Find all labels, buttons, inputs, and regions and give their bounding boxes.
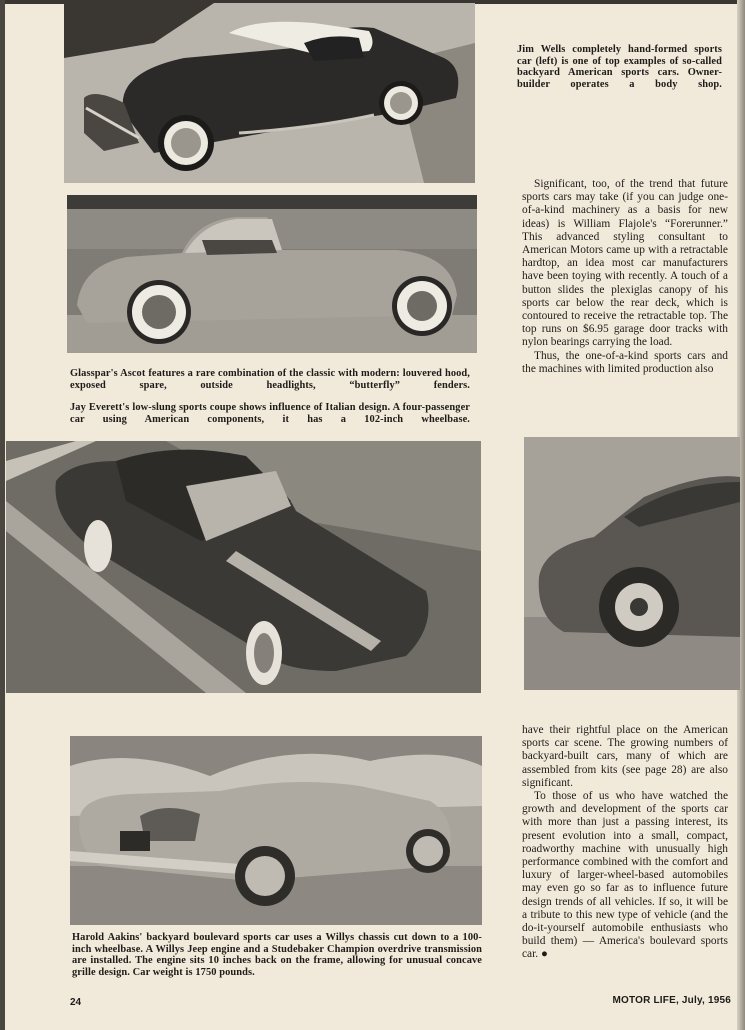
photo-glasspar-ascot — [67, 195, 477, 353]
magazine-footer: MOTOR LIFE, July, 1956 — [612, 995, 731, 1006]
photo-jay-everett-coupe — [6, 441, 481, 693]
article-paragraph: To those of us who have watched the growth and development of the sports car with more than just a passing interest, its present evolution into a small, compact, roadworthy machine with unusually high performance combined with the comfort and luxury of larger-wheel-based automobiles may even go so far as to influence future design trends of all vehicles. If so, it will be a tribute to this new type of vehicle (and the do-it-yourself automobile enthusiasts who build them) — America's boulevard sports car. ● — [522, 790, 728, 961]
photo-jim-wells-car — [64, 3, 475, 183]
caption-glasspar-ascot: Glasspar's Ascot features a rare combination of the classic with modern: louvered hood, exposed spare, outside headlights, “butterfly” fenders. — [70, 368, 470, 391]
article-paragraph: have their rightful place on the American sports car scene. The growing numbers of backyard-built cars, many of which are assembled from kits (see page 28) are also significant. — [522, 724, 728, 789]
photo-harold-aakins-roadster — [70, 736, 482, 925]
caption-jay-everett: Jay Everett's low-slung sports coupe shows influence of Italian design. A four-passenger car using American components, it has a 102-inch wheelbase. — [70, 402, 470, 425]
article-column-2 — [522, 724, 728, 962]
article-paragraph: Significant, too, of the trend that future sports cars may take (if you can judge one-of-a-kind machinery as a basis for new ideas) is William Flajole's “Forerunner.” This advanced styling consultant to American Motors came up with a retractable hardtop, an idea most car manufacturers have been toying with recently. A touch of a button slides the plexiglas canopy of his sports car below the rear deck, which is contoured to receive the retractable top. The top runs on $6.95 garage door tracks with nylon bearings carrying the load. — [522, 178, 728, 349]
article-column-1 — [522, 178, 728, 376]
page-number: 24 — [70, 997, 82, 1008]
caption-jim-wells: Jim Wells completely hand-formed sports car (left) is one of top examples of so-called backyard American sports cars. Owner-builder operates a body shop. — [517, 44, 722, 90]
photo-sports-car-partial — [524, 437, 740, 690]
page-binding-edge — [0, 0, 5, 1030]
caption-harold-aakins: Harold Aakins' backyard boulevard sports car uses a Willys chassis cut down to a 100-inch wheelbase. A Willys Jeep engine and a Studebaker Champion overdrive transmission are installed. The engine sits 10 inches back on the frame, allowing for unusual concave grille design. Car weight is 1750 pounds. — [72, 932, 482, 978]
article-paragraph: Thus, the one-of-a-kind sports cars and the machines with limited production also — [522, 349, 728, 375]
